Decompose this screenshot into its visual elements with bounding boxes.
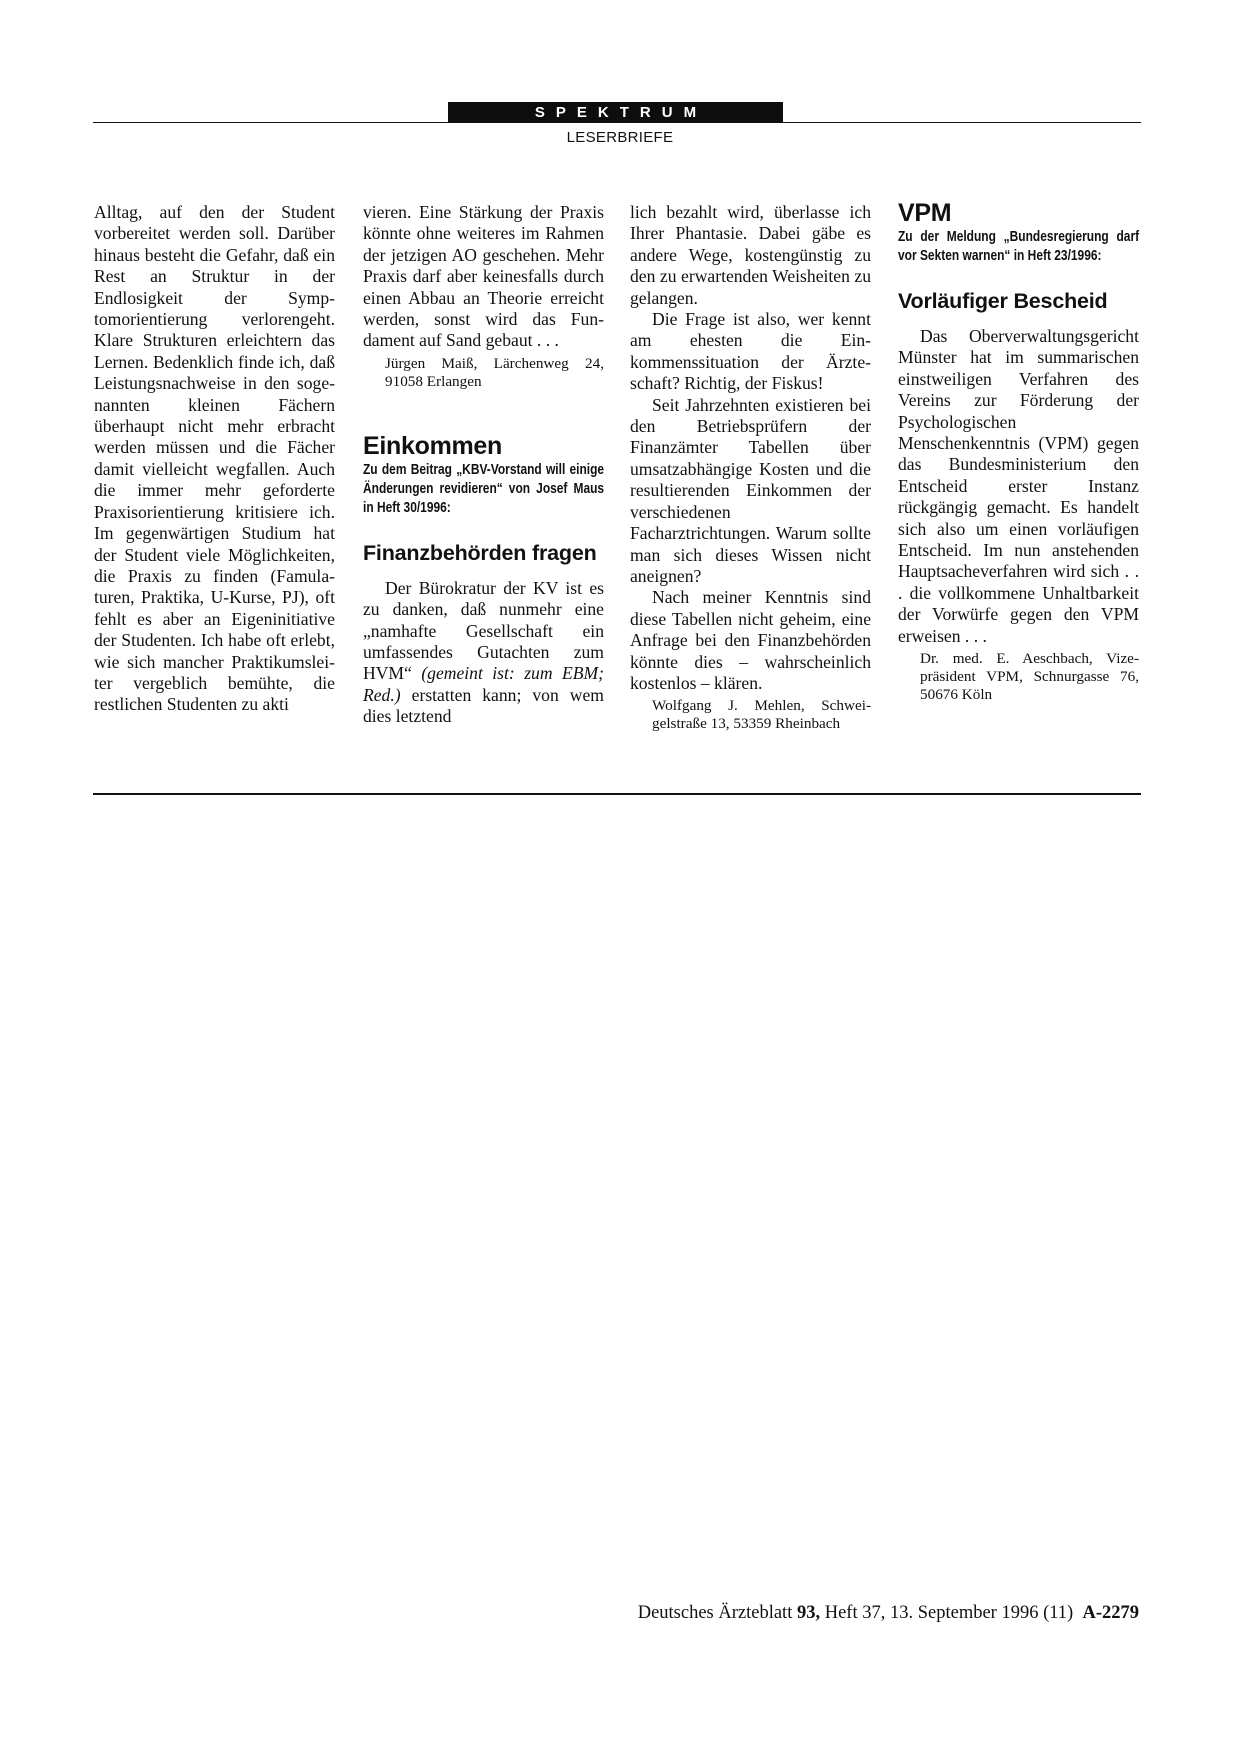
body-text-end: erstatten kann; von wem dies letztend xyxy=(363,684,604,727)
topic-heading-einkommen: Einkommen xyxy=(363,431,502,460)
body-text: Der Bürokratur der KV ist es zu danken, daß nunmehr eine „namhafte Gesellschaft ein umfassendes Gutachten zum HVM“ xyxy=(363,577,604,684)
column-2 xyxy=(363,202,604,728)
letter-body-paragraph xyxy=(363,578,604,728)
paragraph-4: Nach meiner Kenntnis sind diese Tabellen nicht geheim, eine Anfrage bei den Finanzbehörden könnte dies – wahrscheinlich kostenlos – klären. xyxy=(630,587,871,693)
column-3 xyxy=(630,202,871,733)
bottom-rule xyxy=(93,793,1141,795)
letter-title: Finanzbehörden fragen xyxy=(363,540,597,565)
topic-heading-vpm: VPM xyxy=(898,199,952,227)
footer-page-number: A-2279 xyxy=(1082,1603,1139,1623)
page-footer xyxy=(638,1603,1139,1624)
letter-title: Vorläufiger Bescheid xyxy=(898,289,1108,313)
footer-journal: Deutsches Ärzteblatt xyxy=(637,1603,797,1623)
letter-signature: Jürgen Maiß, Lärchenweg 24, 91058 Erlangen xyxy=(385,354,604,390)
letter-signature: Wolfgang J. Mehlen, Schweigelstraße 13, 53359 Rheinbach xyxy=(652,697,871,733)
column-4 xyxy=(898,199,1140,704)
section-label: LESERBRIEFE xyxy=(566,129,674,146)
section-header-bar: SPEKTRUM xyxy=(448,102,783,123)
paragraph-1: lich bezahlt wird, überlasse ich Ihrer Phantasie. Dabei gäbe es andere Wege, kostengünstig zu den zu erwartenden Weisheiten zu gelangen. xyxy=(630,202,871,308)
paragraph-2: Die Frage ist also, wer kennt am ehesten die Einkommenssituation der Ärzteschaft? Richtig, der Fiskus! xyxy=(630,309,871,394)
footer-issue: Heft 37, 13. September 1996 (11) xyxy=(820,1603,1083,1623)
top-rule xyxy=(93,122,1141,123)
letter-continuation-paragraph: Alltag, auf den der Student vorbereitet werden soll. Darüber hinaus besteht die Gefahr, daß ein Rest an Struktur in der Endlosigkeit der Symptomorientierung verlorengeht. Klare Strukturen erleichtern das Lernen. Bedenklich finde ich, daß Leistungsnachweise in den sogenannten kleinen Fächern überhaupt nicht mehr erbracht werden müssen und die Fächer damit vielleicht wegfallen. Auch die immer mehr geforderte Praxisorientierung kritisiere ich. Im gegenwärtigen Studium hat der Student viele Möglichkeiten, die Praxis zu finden (Famulaturen, Praktika, U-Kurse, PJ), oft fehlt es aber an Eigeninitiative der Studenten. Ich habe oft erlebt, wie sich mancher Praktikumsleiter vergeblich bemühte, die restlichen Studenten zu akti xyxy=(94,202,335,715)
column-1 xyxy=(94,202,335,716)
letter-end-paragraph: vieren. Eine Stärkung der Praxis könnte ohne weiteres im Rahmen der jetzigen AO geschehen. Mehr Praxis darf aber keinesfalls durch einen Abbau an Theorie erreicht werden, sonst wird das Fundament auf Sand gebaut . . . xyxy=(363,202,604,351)
reference-line: Zu dem Beitrag „KBV-Vorstand will einige Änderungen revidieren“ von Josef Maus in Heft 30/1996: xyxy=(363,461,605,516)
reference-line: Zu der Meldung „Bundesregierung darf vor Sekten warnen“ in Heft 23/1996: xyxy=(898,229,1140,264)
letter-signature: Dr. med. E. Aeschbach, Vizepräsident VPM, Schnurgasse 76, 50676 Köln xyxy=(920,650,1139,704)
paragraph-3: Seit Jahrzehnten existieren bei den Betriebsprüfern der Finanzämter Tabellen über umsatzabhängige Kosten und die resultierenden Einkommen der verschiedenen Facharztrichtungen. Warum sollte man sich dieses Wissen nicht aneignen? xyxy=(630,394,871,586)
letter-body-paragraph: Das Oberverwaltungsgericht Münster hat im summarischen einstweiligen Verfahren des Vereins zur Förderung der Psychologischen Menschenkenntnis (VPM) gegen das Bundesministerium den Entscheid erster Instanz rückgängig gemacht. Es handelt sich also um einen vorläufigen Entscheid. Im nun anstehenden Hauptsacheverfahren wird sich . . . die vollkommene Unhaltbarkeit der Vorwürfe gegen den VPM erweisen . . . xyxy=(898,326,1139,646)
editor-note: (gemeint ist: zum EBM; Red.) xyxy=(363,663,605,705)
footer-volume: 93, xyxy=(796,1603,821,1623)
